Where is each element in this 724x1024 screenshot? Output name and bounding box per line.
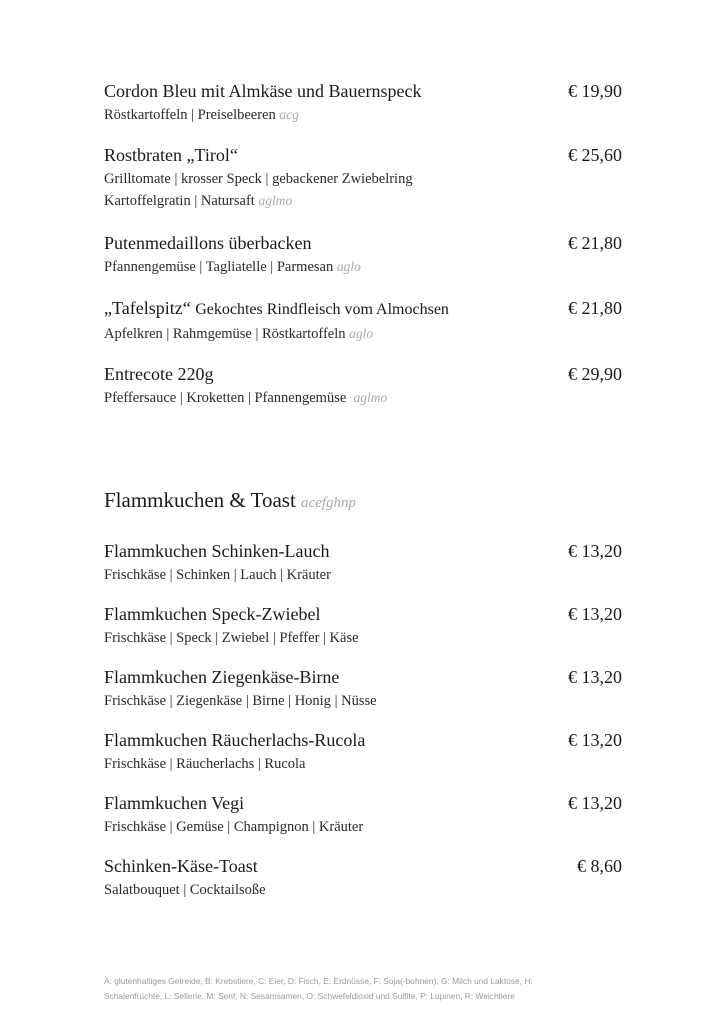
item-description: Kartoffelgratin | Natursaft aglmo (104, 193, 293, 209)
menu-item (104, 666, 622, 712)
item-subtitle: Gekochtes Rindfleisch vom Almochsen (195, 301, 449, 318)
item-price: € 8,60 (577, 856, 622, 876)
item-description: Pfeffersauce | Kroketten | Pfannengemüse aglmo (104, 390, 388, 406)
legend-line: A: glutenhaltiges Getreide, B: Krebstiere, C: Eier, D: Fisch, E: Erdnüsse, F: Soja(-bohnen), G: Milch und Laktose, H: (104, 976, 533, 986)
legend-line: Schalenfrüchte, L: Sellerie, M: Senf, N: Sesamsamen, O: Schwefeldioxid und Sulfite, P: Lupinen, R: Weichtiere (104, 991, 515, 1001)
item-description: Röstkartoffeln | Preiselbeeren acg (104, 107, 299, 123)
item-price: € 13,20 (568, 604, 622, 624)
item-title: Flammkuchen Ziegenkäse-Birne (104, 667, 340, 687)
item-description: Pfannengemüse | Tagliatelle | Parmesan aglo (104, 259, 361, 275)
item-title: Flammkuchen Speck-Zwiebel (104, 604, 321, 624)
item-price: € 13,20 (568, 667, 622, 687)
menu-item (104, 603, 622, 649)
item-title: „Tafelspitz“ Gekochtes Rindfleisch vom Almochsen (104, 298, 449, 318)
allergen-codes: acefghnp (301, 495, 357, 511)
item-title: Putenmedaillons überbacken (104, 233, 312, 253)
allergen-codes: acg (279, 107, 299, 122)
allergen-codes: aglo (349, 326, 374, 341)
item-description: Apfelkren | Rahmgemüse | Röstkartoffeln aglo (104, 326, 374, 342)
menu-item (104, 540, 622, 586)
section-title: Flammkuchen & Toast acefghnp (104, 488, 357, 512)
allergen-codes: aglmo (258, 193, 293, 208)
item-price: € 13,20 (568, 793, 622, 813)
item-title: Schinken-Käse-Toast (104, 856, 258, 876)
allergen-codes: aglo (336, 259, 361, 274)
item-description: Grilltomate | krosser Speck | gebackener Zwiebelring (104, 171, 413, 187)
item-description: Frischkäse | Räucherlachs | Rucola (104, 756, 306, 772)
item-price: € 21,80 (568, 298, 622, 318)
item-description: Frischkäse | Schinken | Lauch | Kräuter (104, 567, 331, 583)
item-title: Rostbraten „Tirol“ (104, 145, 238, 165)
item-description: Salatbouquet | Cocktailsoße (104, 882, 266, 898)
allergen-legend (104, 974, 624, 1004)
menu-item (104, 855, 622, 901)
item-description: Frischkäse | Speck | Zwiebel | Pfeffer | Käse (104, 630, 359, 646)
menu-item (104, 144, 622, 212)
item-title: Flammkuchen Vegi (104, 793, 245, 813)
item-price: € 29,90 (568, 364, 622, 384)
item-title: Flammkuchen Räucherlachs-Rucola (104, 730, 366, 750)
item-price: € 21,80 (568, 233, 622, 253)
menu-item (104, 729, 622, 775)
menu-item (104, 80, 622, 126)
item-description: Frischkäse | Gemüse | Champignon | Kräuter (104, 819, 364, 835)
item-description: Frischkäse | Ziegenkäse | Birne | Honig | Nüsse (104, 693, 377, 709)
menu-item (104, 232, 622, 278)
item-title: Cordon Bleu mit Almkäse und Bauernspeck (104, 81, 422, 101)
allergen-codes: aglmo (353, 390, 388, 405)
item-price: € 13,20 (568, 541, 622, 561)
item-price: € 25,60 (568, 145, 622, 165)
item-title: Entrecote 220g (104, 364, 214, 384)
menu-item (104, 363, 622, 409)
menu-item (104, 792, 622, 838)
menu-item (104, 297, 622, 345)
item-price: € 19,90 (568, 81, 622, 101)
item-price: € 13,20 (568, 730, 622, 750)
item-title: Flammkuchen Schinken-Lauch (104, 541, 330, 561)
